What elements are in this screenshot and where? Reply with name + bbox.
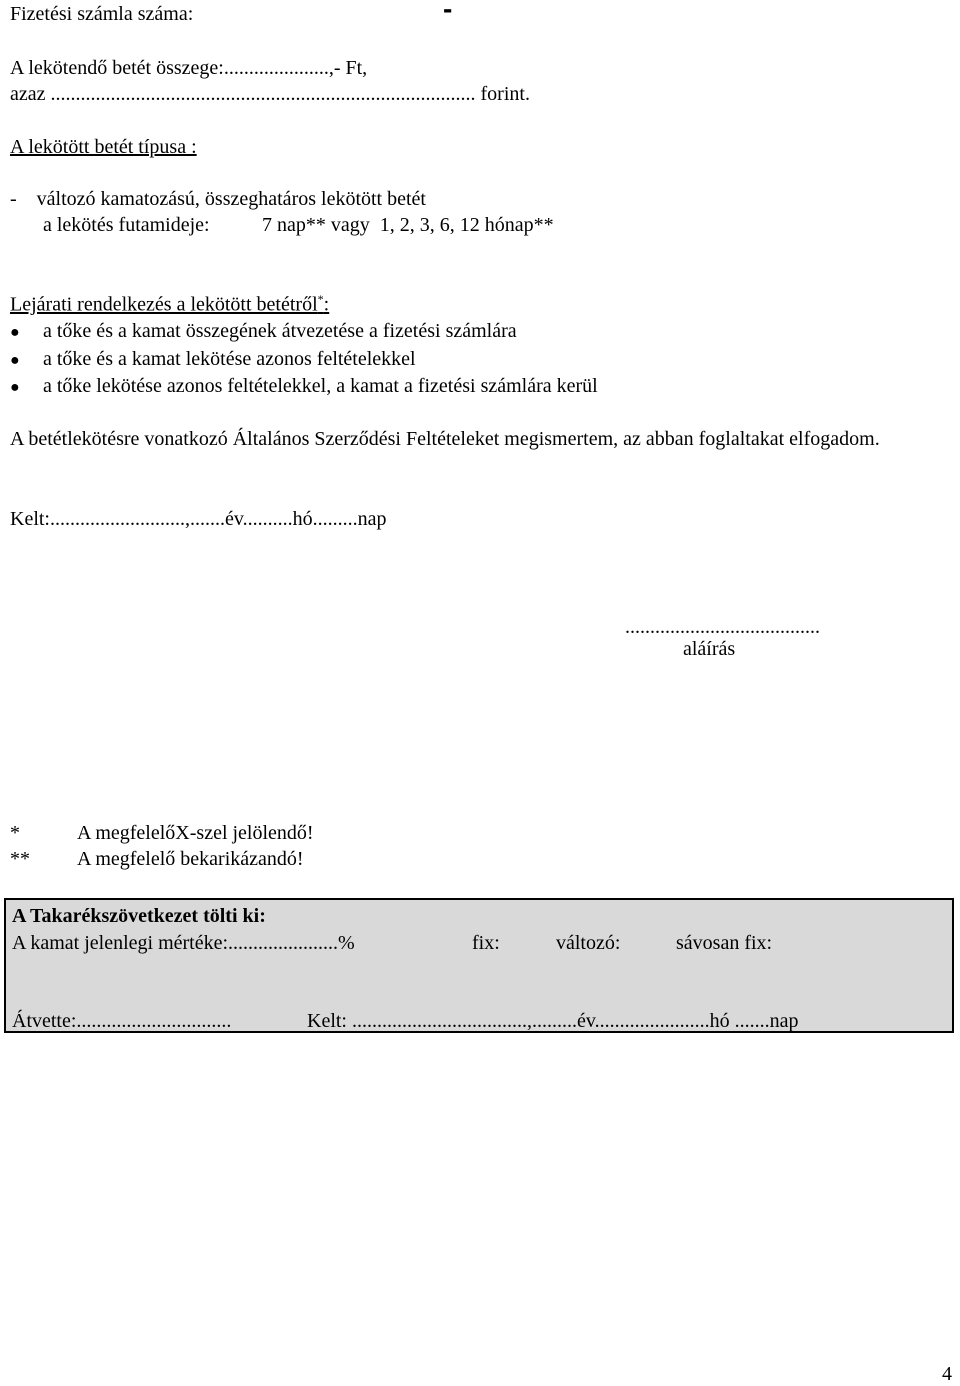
page-number: 4 xyxy=(942,1363,952,1385)
date-line: Kelt:...........................,.......év..........hó.........nap xyxy=(10,508,387,530)
bullet-icon: ● xyxy=(10,324,20,341)
maturity-heading-colon: : xyxy=(323,293,330,316)
maturity-option-label: a tőke és a kamat összegének átvezetése a fizetési számlára xyxy=(43,320,517,342)
amount-words-line: azaz ..................................................................................... forint. xyxy=(10,83,530,105)
account-number-label: Fizetési számla száma: xyxy=(10,3,194,25)
maturity-option[interactable] xyxy=(10,374,598,398)
deposit-term-label: a lekötés futamideje: xyxy=(43,214,210,236)
account-number-dash: - xyxy=(443,0,453,24)
footnote-mark: ** xyxy=(10,848,30,870)
footnote-text: A megfelelőX-szel jelölendő! xyxy=(77,822,314,844)
deposit-type-heading: A lekötött betét típusa : xyxy=(10,136,197,158)
footnote-mark: * xyxy=(10,822,20,844)
signature-line: ....................................... xyxy=(625,616,820,638)
maturity-option-label: a tőke és a kamat lekötése azonos feltételekkel xyxy=(43,348,416,370)
maturity-heading-asterisk: * xyxy=(317,292,324,306)
fixed-option[interactable]: fix: xyxy=(472,932,500,954)
maturity-option[interactable] xyxy=(10,347,416,371)
office-use-box xyxy=(4,898,954,1033)
maturity-heading xyxy=(10,292,329,317)
deposit-term-value: 7 nap** vagy 1, 2, 3, 6, 12 hónap** xyxy=(262,214,554,236)
maturity-heading-text: Lejárati rendelkezés a lekötött betétről xyxy=(10,293,318,316)
deposit-type-item: - változó kamatozású, összeghatáros lekötött betét xyxy=(10,188,426,210)
office-date-line: Kelt: ...................................,.........év.......................hó .......nap xyxy=(307,1010,799,1032)
maturity-option-label: a tőke lekötése azonos feltételekkel, a kamat a fizetési számlára kerül xyxy=(43,375,598,397)
bullet-icon: ● xyxy=(10,352,20,369)
variable-option[interactable]: változó: xyxy=(556,932,621,954)
maturity-option[interactable] xyxy=(10,319,517,343)
footnote xyxy=(10,847,304,871)
footnote-text: A megfelelő bekarikázandó! xyxy=(77,848,304,870)
received-by-line: Átvette:............................... xyxy=(12,1010,232,1032)
office-box-title: A Takarékszövetkezet tölti ki: xyxy=(12,905,266,927)
terms-acceptance-text: A betétlekötésre vonatkozó Általános Szerződési Feltételeket megismertem, az abban foglaltakat elfogadom. xyxy=(10,428,880,450)
bullet-icon: ● xyxy=(10,379,20,396)
signature-label: aláírás xyxy=(683,638,736,660)
footnote xyxy=(10,821,314,845)
band-fixed-option[interactable]: sávosan fix: xyxy=(676,932,773,954)
amount-line: A lekötendő betét összege:.....................,- Ft, xyxy=(10,57,368,79)
interest-rate-line: A kamat jelenlegi mértéke:......................% xyxy=(12,932,355,954)
